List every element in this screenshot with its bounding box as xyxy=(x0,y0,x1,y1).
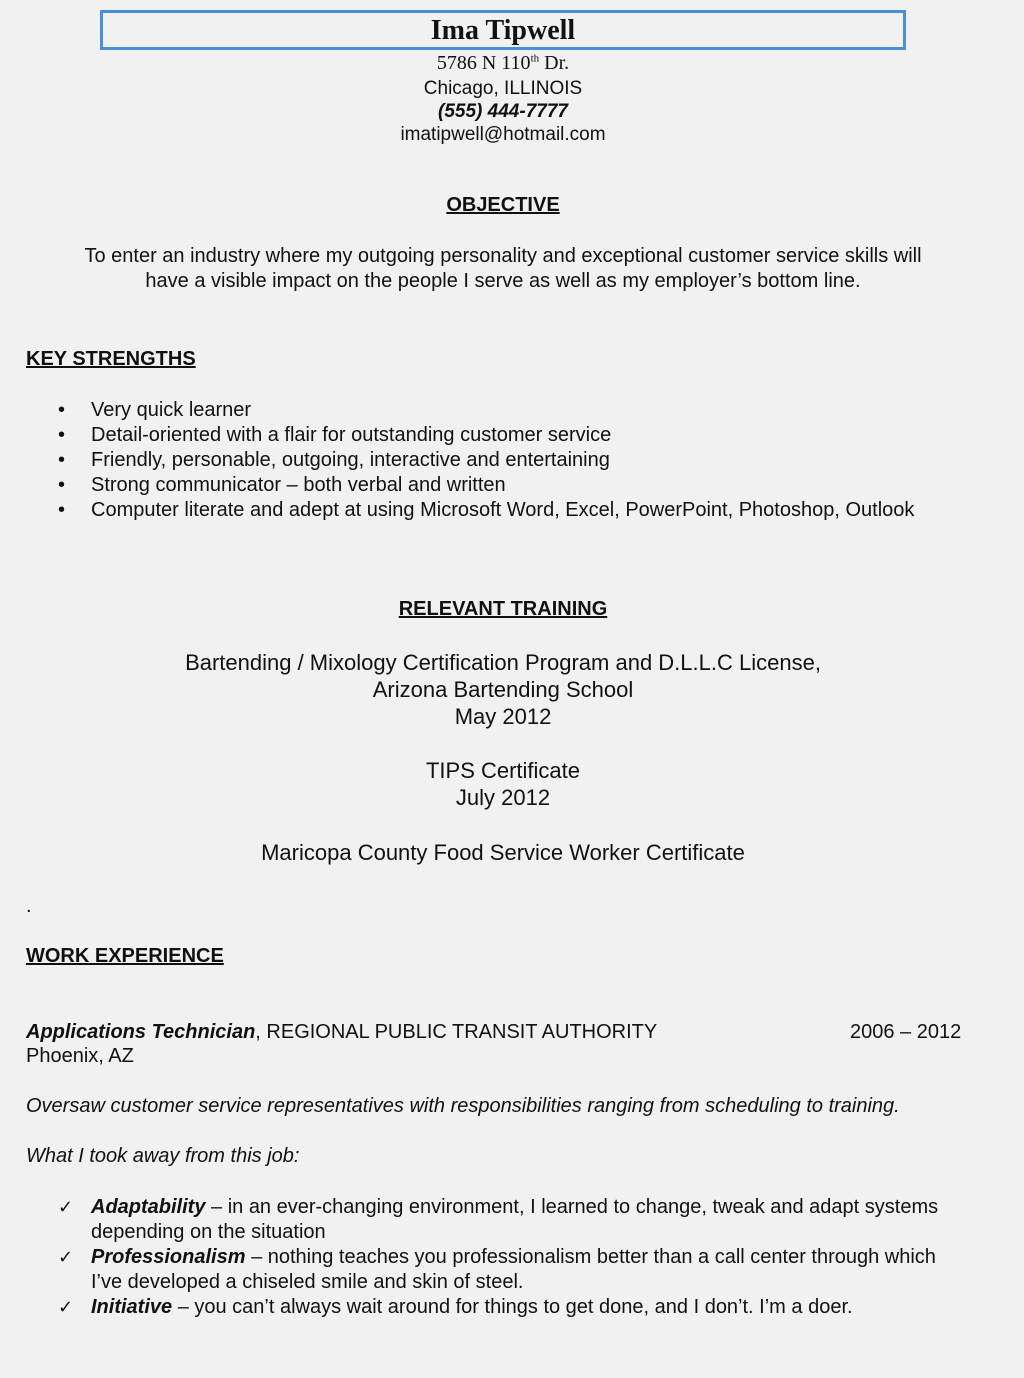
job-dates: 2006 – 2012 xyxy=(850,1021,962,1043)
bullet-icon: • xyxy=(58,399,66,421)
phone-number: (555) 444-7777 xyxy=(438,101,568,122)
list-item: • Friendly, personable, outgoing, interactive and entertaining xyxy=(58,449,610,471)
bullet-icon: • xyxy=(58,449,66,471)
city-state: Chicago, ILLINOIS xyxy=(423,78,583,99)
name-box xyxy=(100,10,906,50)
list-item: ✓ Initiative – you can’t always wait around for things to get done, and I don’t. I’m a doer. xyxy=(58,1296,853,1318)
job-location: Phoenix, AZ xyxy=(26,1045,134,1067)
bullet-icon: • xyxy=(58,474,66,496)
checkmark-icon: ✓ xyxy=(58,1247,74,1268)
checkmark-icon: ✓ xyxy=(58,1297,74,1318)
job-title: Applications Technician xyxy=(26,1021,256,1043)
job-title-line xyxy=(26,1020,976,1045)
strengths-list xyxy=(26,398,946,523)
list-item: • Strong communicator – both verbal and written xyxy=(58,474,506,496)
training-entry: Maricopa County Food Service Worker Certificate xyxy=(261,840,745,865)
list-item: ✓ Adaptability – in an ever-changing environment, I learned to change, tweak and adapt systems depending on the situation xyxy=(58,1196,939,1243)
objective-heading: OBJECTIVE xyxy=(446,194,560,216)
candidate-name: Ima Tipwell xyxy=(430,15,576,46)
takeaway-list xyxy=(26,1195,956,1320)
job-description: Oversaw customer service representatives with responsibilities ranging from scheduling to training. xyxy=(26,1095,900,1117)
list-item: • Computer literate and adept at using Microsoft Word, Excel, PowerPoint, Photoshop, Outlook xyxy=(58,499,915,521)
training-entry: Bartending / Mixology Certification Program and D.L.L.C License, Arizona Bartending School May 2012 xyxy=(185,650,821,729)
key-strengths-heading: KEY STRENGTHS xyxy=(26,348,196,370)
relevant-training-heading: RELEVANT TRAINING xyxy=(398,598,608,620)
street-address: 5786 N 110th Dr. xyxy=(436,52,570,74)
bullet-icon: • xyxy=(58,424,66,446)
stray-period: . xyxy=(26,895,32,917)
training-entry: TIPS Certificate July 2012 xyxy=(425,758,581,810)
list-item: ✓ Professionalism – nothing teaches you professionalism better than a call center through which I’ve developed a chiseled smile and skin of steel. xyxy=(58,1246,936,1293)
objective-text: To enter an industry where my outgoing personality and exceptional customer service skills will have a visible impact on the people I serve as well as my employer’s bottom line. xyxy=(84,245,922,292)
work-experience-heading: WORK EXPERIENCE xyxy=(26,945,224,967)
checkmark-icon: ✓ xyxy=(58,1197,74,1218)
takeaway-label: What I took away from this job: xyxy=(26,1145,300,1167)
list-item: • Detail-oriented with a flair for outstanding customer service xyxy=(58,424,612,446)
employer: , REGIONAL PUBLIC TRANSIT AUTHORITY xyxy=(255,1021,658,1043)
email-address: imatipwell@hotmail.com xyxy=(400,124,606,145)
list-item: • Very quick learner xyxy=(58,399,252,421)
bullet-icon: • xyxy=(58,499,66,521)
